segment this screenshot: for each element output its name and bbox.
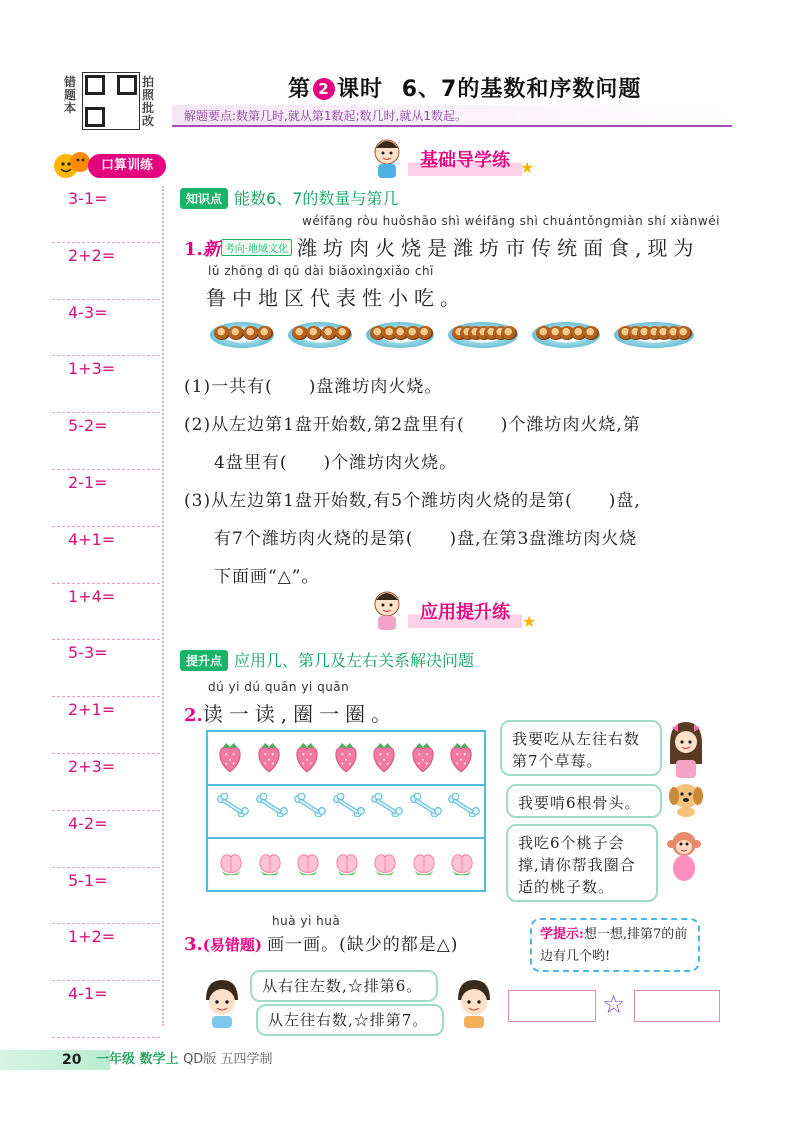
oral-item: 4-2= bbox=[52, 811, 160, 868]
q3-line: 3.(易错题) 画一画。(缺少的都是△) bbox=[184, 934, 459, 955]
oral-item: 5-2= bbox=[52, 413, 160, 470]
oral-item: 1+3= bbox=[52, 356, 160, 413]
oral-item: 5-1= bbox=[52, 868, 160, 925]
oral-item: 5-3= bbox=[52, 640, 160, 697]
meat-pie bbox=[676, 326, 692, 340]
q1-pinyin-line1: wéifāng ròu huǒshāo shì wéifāng shì chuántǒngmiàn shí xiànwéi bbox=[302, 214, 720, 228]
boy-character-right-icon bbox=[452, 978, 496, 1028]
strawberry-icon[interactable] bbox=[447, 740, 475, 778]
speech-bubble-monkey: 我吃6个桃子会撑,请你帮我圈合适的桃子数。 bbox=[506, 824, 658, 902]
boy-character-left-icon bbox=[200, 978, 244, 1028]
plate bbox=[448, 322, 518, 348]
strawberry-icon[interactable] bbox=[409, 740, 437, 778]
oral-item: 1+4= bbox=[52, 584, 160, 641]
child-mascot-icon bbox=[370, 590, 404, 634]
speech-bubble-dog: 我要啃6根骨头。 bbox=[506, 784, 662, 818]
oral-training-header bbox=[52, 148, 170, 182]
peach-icon[interactable] bbox=[447, 846, 477, 880]
oral-item: 4+1= bbox=[52, 527, 160, 584]
bone-icon[interactable] bbox=[409, 793, 443, 821]
wrongbook-label: 错题本 bbox=[64, 75, 77, 115]
meat-pie bbox=[501, 326, 517, 340]
smiley-faces-icon bbox=[52, 148, 92, 182]
study-tip-box: 学提示:想一想,排第7的前边有几个哟! bbox=[530, 918, 700, 972]
peach-icon[interactable] bbox=[409, 846, 439, 880]
bone-icon[interactable] bbox=[216, 793, 250, 821]
oral-item: 4-3= bbox=[52, 300, 160, 357]
q1-sub3a: (3)从左边第1盘开始数,有5个潍坊肉火烧的是第( )盘, bbox=[184, 491, 641, 511]
bone-icon[interactable] bbox=[293, 793, 327, 821]
q2-line: 2.读一读,圈一圈。 bbox=[184, 702, 398, 726]
speech-bubble-left: 从右往左数,☆排第6。 bbox=[250, 970, 438, 1002]
q3-pinyin: huà yi huà bbox=[272, 914, 341, 928]
q1-sub1: (1)一共有( )盘潍坊肉火烧。 bbox=[184, 377, 443, 397]
oral-item: 2-1= bbox=[52, 470, 160, 527]
page-footer bbox=[0, 1046, 800, 1072]
improve-badge: 提升点 bbox=[180, 650, 228, 671]
section-basic-banner bbox=[370, 146, 540, 176]
peach-icon[interactable] bbox=[332, 846, 362, 880]
star-shape: ☆ bbox=[602, 990, 626, 1020]
section-apply-title: 应用提升练 bbox=[408, 598, 522, 628]
oral-item: 2+2= bbox=[52, 243, 160, 300]
photo-grade-label: 拍照批改 bbox=[142, 75, 155, 128]
section-apply-banner bbox=[370, 598, 540, 631]
knowledge-badge: 知识点 bbox=[180, 188, 228, 209]
improve-point: 提升点 应用几、第几及左右关系解决问题 bbox=[180, 648, 474, 671]
page-number: 20 bbox=[62, 1052, 82, 1068]
plate bbox=[288, 322, 352, 348]
q1-line2: 鲁中地区代表性小吃。 bbox=[206, 286, 466, 310]
q1-sub2b: 4盘里有( )个潍坊肉火烧。 bbox=[214, 453, 458, 473]
picture-grid bbox=[206, 730, 486, 892]
strawberry-icon[interactable] bbox=[370, 740, 398, 778]
meat-pie bbox=[417, 326, 433, 340]
bone-icon[interactable] bbox=[447, 793, 481, 821]
bone-row[interactable] bbox=[208, 785, 484, 839]
meat-pie bbox=[257, 326, 273, 340]
meat-pie bbox=[228, 326, 244, 340]
q2-pinyin: dú yi dú quān yi quān bbox=[208, 680, 350, 694]
oral-item: 1+2= bbox=[52, 924, 160, 981]
q1-pinyin-line2: lǔ zhōng dì qū dài biǎoxìngxiǎo chī bbox=[208, 264, 434, 278]
page-title: 第 2 课时 6、7的基数和序数问题 bbox=[288, 77, 642, 102]
section-basic-title: 基础导学练 bbox=[408, 146, 522, 176]
peach-icon[interactable] bbox=[255, 846, 285, 880]
footer-band bbox=[0, 1050, 110, 1070]
child-mascot-icon bbox=[370, 138, 404, 182]
plate bbox=[614, 322, 694, 348]
q1-sub2a: (2)从左边第1盘开始数,第2盘里有( )个潍坊肉火烧,第 bbox=[184, 415, 641, 435]
peach-icon[interactable] bbox=[216, 846, 246, 880]
strawberry-row[interactable] bbox=[208, 732, 484, 786]
speech-bubble-girl: 我要吃从左往右数第7个草莓。 bbox=[500, 720, 662, 776]
qr-code[interactable] bbox=[82, 72, 140, 130]
dog-character-icon bbox=[666, 778, 706, 818]
peach-icon[interactable] bbox=[370, 846, 400, 880]
peach-row[interactable] bbox=[208, 838, 484, 890]
bone-icon[interactable] bbox=[370, 793, 404, 821]
peach-icon[interactable] bbox=[293, 846, 323, 880]
oral-item: 3-1= bbox=[52, 186, 160, 243]
oral-item: 4-1= bbox=[52, 981, 160, 1038]
plate bbox=[532, 322, 600, 348]
plate bbox=[366, 322, 434, 348]
bone-icon[interactable] bbox=[332, 793, 366, 821]
oral-training-title: 口算训练 bbox=[88, 154, 166, 178]
lesson-number-badge: 2 bbox=[313, 78, 335, 100]
q1-sub3c: 下面画“△”。 bbox=[214, 567, 320, 587]
knowledge-point: 知识点 能数6、7的数量与第几 bbox=[180, 186, 398, 209]
answer-box-left[interactable] bbox=[508, 990, 596, 1022]
answer-box-right[interactable] bbox=[634, 990, 720, 1022]
strawberry-icon[interactable] bbox=[216, 740, 244, 778]
oral-item: 2+3= bbox=[52, 754, 160, 811]
q1-line1: 1.新 考向·地域文化 潍坊肉火烧是潍坊市传统面食,现为 bbox=[184, 236, 700, 260]
footer-brand: 一年级 数学上 QD版 五四学制 bbox=[96, 1052, 273, 1067]
meat-pie bbox=[306, 326, 322, 340]
strawberry-icon[interactable] bbox=[293, 740, 321, 778]
star-icon: ★ bbox=[520, 158, 535, 177]
girl-character-icon bbox=[666, 720, 706, 780]
keypoint-bar: 解题要点:数第几时,就从第1数起;数几时,就从1数起。 bbox=[172, 105, 732, 127]
plates-row bbox=[210, 322, 690, 352]
monkey-character-icon bbox=[664, 826, 704, 890]
bone-icon[interactable] bbox=[255, 793, 289, 821]
strawberry-icon[interactable] bbox=[255, 740, 283, 778]
oral-item: 2+1= bbox=[52, 697, 160, 754]
speech-bubble-right: 从左往右数,☆排第7。 bbox=[256, 1004, 444, 1036]
meat-pie bbox=[335, 326, 351, 340]
oral-list bbox=[52, 186, 160, 1038]
q1-sub3b: 有7个潍坊肉火烧的是第( )盘,在第3盘潍坊肉火烧 bbox=[214, 529, 638, 549]
plate bbox=[210, 322, 274, 348]
meat-pie bbox=[583, 326, 599, 340]
star-icon: ★ bbox=[522, 612, 537, 631]
strawberry-icon[interactable] bbox=[332, 740, 360, 778]
q1-tag: 考向·地域文化 bbox=[221, 239, 292, 256]
column-divider bbox=[162, 186, 164, 1026]
